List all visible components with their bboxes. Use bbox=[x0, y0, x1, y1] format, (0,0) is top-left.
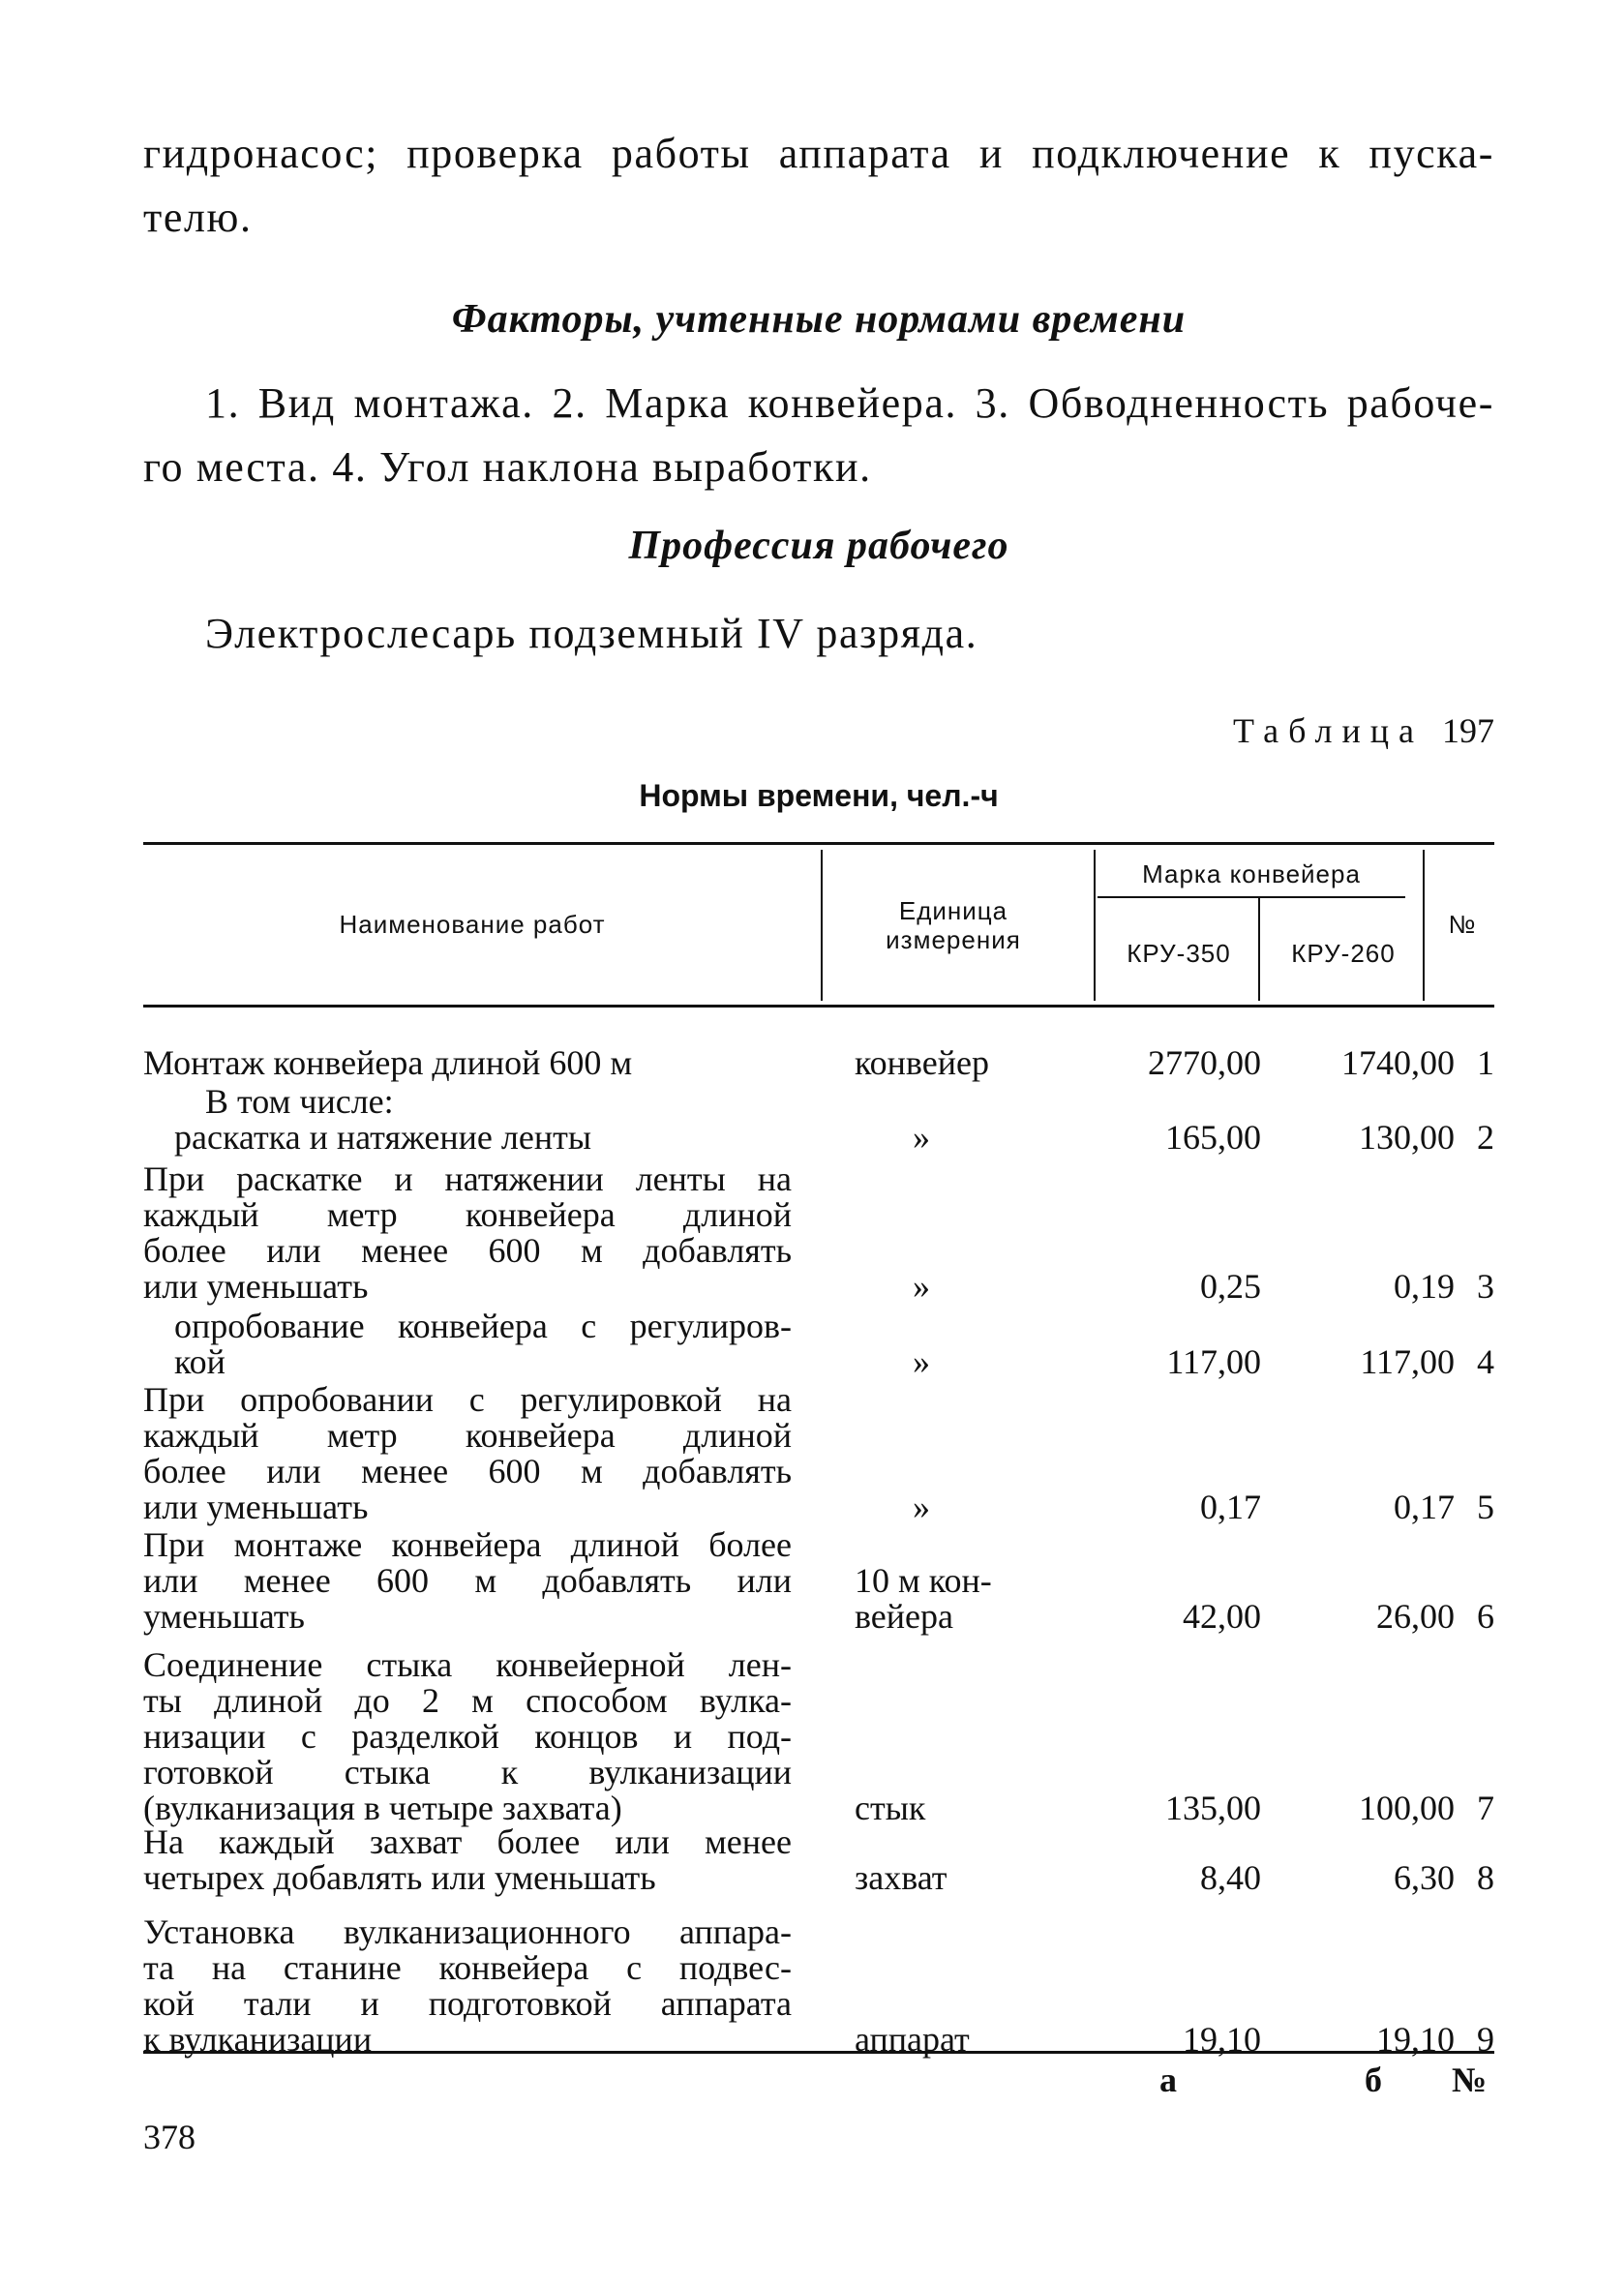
table-row bbox=[143, 1045, 1494, 1081]
unit-line: захват bbox=[855, 1858, 947, 1897]
row-number: 2 bbox=[1477, 1118, 1494, 1157]
work-name-line: Установка вулканизационного аппара- bbox=[143, 1912, 792, 1951]
unit-cell bbox=[855, 1120, 1058, 1156]
page-number: 378 bbox=[143, 2118, 195, 2156]
row-number: 3 bbox=[1477, 1267, 1494, 1306]
header-kru350: КРУ-350 bbox=[1127, 939, 1231, 968]
row-number: 6 bbox=[1477, 1597, 1494, 1636]
page bbox=[143, 0, 1494, 2287]
value-kru350: 8,40 bbox=[1200, 1858, 1261, 1897]
header-bottom-rule bbox=[143, 1005, 1494, 1008]
value-kru260: 26,00 bbox=[1376, 1597, 1455, 1636]
value-kru260: 19,10 bbox=[1376, 2020, 1455, 2059]
value-kru350: 0,25 bbox=[1200, 1267, 1261, 1306]
unit-line: » bbox=[913, 1267, 930, 1306]
work-name-line: опробование конвейера с регулиров- bbox=[174, 1307, 792, 1345]
header-kru260: КРУ-260 bbox=[1291, 939, 1396, 968]
value-kru260: 1740,00 bbox=[1341, 1043, 1455, 1082]
table-title: Нормы времени, чел.-ч bbox=[639, 778, 999, 813]
header-brand: Марка конвейера bbox=[1142, 859, 1361, 888]
work-name-line: или менее 600 м добавлять или bbox=[143, 1561, 792, 1600]
intro-paragraph bbox=[143, 122, 1494, 250]
col-divider-2 bbox=[1094, 850, 1096, 1001]
factors-line-1: 1. Вид монтажа. 2. Марка конвейера. 3. Обводненность рабоче- bbox=[205, 379, 1494, 427]
unit-line: » bbox=[913, 1118, 930, 1157]
footer-a: а bbox=[1159, 2061, 1177, 2099]
value-kru260: 130,00 bbox=[1359, 1118, 1455, 1157]
header-unit: Единица измерения bbox=[886, 896, 1021, 954]
work-name-line: кой тали и подготовкой аппарата bbox=[143, 1984, 792, 2023]
value-kru260: 0,19 bbox=[1394, 1267, 1455, 1306]
work-name-line: (вулканизация в четыре захвата) bbox=[143, 1789, 622, 1827]
table-row bbox=[143, 1309, 1494, 1380]
table-top-rule bbox=[143, 842, 1494, 845]
table-row bbox=[143, 1161, 1494, 1305]
footer-num: № bbox=[1452, 2061, 1488, 2099]
value-kru350: 165,00 bbox=[1165, 1118, 1261, 1157]
col-divider-1 bbox=[821, 850, 823, 1001]
work-name-line: ты длиной до 2 м способом вулка- bbox=[143, 1681, 792, 1720]
unit-line: стык bbox=[855, 1789, 926, 1827]
col-divider-3 bbox=[1258, 898, 1260, 1001]
work-name-line: или уменьшать bbox=[143, 1488, 369, 1526]
value-kru350: 19,10 bbox=[1183, 2020, 1261, 2059]
unit-cell bbox=[855, 1860, 1058, 1896]
unit-line: конвейер bbox=[855, 1043, 989, 1082]
table-bottom-rule bbox=[143, 2051, 1494, 2054]
row-values bbox=[143, 1344, 1494, 1380]
work-name-line: или уменьшать bbox=[143, 1267, 369, 1306]
work-name-line: каждый метр конвейера длиной bbox=[143, 1416, 792, 1455]
value-kru260: 100,00 bbox=[1359, 1789, 1455, 1827]
row-number: 7 bbox=[1477, 1789, 1494, 1827]
row-number: 9 bbox=[1477, 2020, 1494, 2059]
row-values bbox=[143, 1269, 1494, 1305]
value-kru350: 0,17 bbox=[1200, 1488, 1261, 1526]
work-name-line: При монтаже конвейера длиной более bbox=[143, 1525, 792, 1564]
intro-line-1: гидронасос; проверка работы аппарата и подключение к пуска- bbox=[143, 130, 1494, 177]
work-name-line: более или менее 600 м добавлять bbox=[143, 1231, 792, 1270]
unit-line: » bbox=[913, 1342, 930, 1381]
work-name-line: уменьшать bbox=[143, 1597, 305, 1636]
row-values bbox=[143, 1490, 1494, 1525]
row-values bbox=[143, 1045, 1494, 1081]
unit-cell bbox=[855, 1344, 1058, 1380]
work-name-line: Соединение стыка конвейерной лен- bbox=[143, 1645, 792, 1684]
factors-line-2: го места. 4. Угол наклона выработки. bbox=[143, 443, 872, 491]
unit-cell bbox=[855, 1790, 1058, 1826]
value-kru260: 6,30 bbox=[1394, 1858, 1455, 1897]
intro-line-2: телю. bbox=[143, 194, 253, 241]
value-kru350: 2770,00 bbox=[1148, 1043, 1261, 1082]
factors-paragraph bbox=[143, 372, 1494, 499]
table-row bbox=[143, 1647, 1494, 1826]
work-name-line: В том числе: bbox=[205, 1082, 394, 1121]
table-number-value: 197 bbox=[1442, 711, 1494, 750]
work-name-line: каждый метр конвейера длиной bbox=[143, 1195, 792, 1234]
unit-cell bbox=[855, 1563, 1058, 1635]
unit-cell bbox=[855, 1045, 1058, 1081]
work-name-line: При раскатке и натяжении ленты на bbox=[143, 1159, 792, 1198]
work-name-line: к вулканизации bbox=[143, 2020, 373, 2059]
value-kru260: 0,17 bbox=[1394, 1488, 1455, 1526]
value-kru350: 135,00 bbox=[1165, 1789, 1261, 1827]
row-values bbox=[143, 1120, 1494, 1156]
unit-line: » bbox=[913, 1488, 930, 1526]
footer-b: б bbox=[1365, 2061, 1382, 2099]
row-number: 8 bbox=[1477, 1858, 1494, 1897]
value-kru350: 42,00 bbox=[1183, 1597, 1261, 1636]
profession-heading: Профессия рабочего bbox=[628, 524, 1009, 568]
col-divider-4 bbox=[1423, 850, 1425, 1001]
table-label: Таблица bbox=[1233, 711, 1424, 750]
unit-line: вейера bbox=[855, 1597, 953, 1636]
unit-cell bbox=[855, 1269, 1058, 1305]
row-values bbox=[143, 1790, 1494, 1826]
table-row bbox=[143, 1527, 1494, 1635]
work-name-line: четырех добавлять или уменьшать bbox=[143, 1858, 656, 1897]
factors-heading: Факторы, учтенные нормами времени bbox=[451, 297, 1187, 342]
work-name-line: Монтаж конвейера длиной 600 м bbox=[143, 1043, 633, 1082]
row-number: 5 bbox=[1477, 1488, 1494, 1526]
row-values bbox=[143, 1860, 1494, 1896]
row-number: 4 bbox=[1477, 1342, 1494, 1381]
unit-cell bbox=[855, 1490, 1058, 1525]
work-name-line: та на станине конвейера с подвес- bbox=[143, 1948, 792, 1987]
table-row bbox=[143, 1914, 1494, 2058]
work-name-line: готовкой стыка к вулканизации bbox=[143, 1753, 792, 1791]
unit-line: аппарат bbox=[855, 2020, 970, 2059]
header-work: Наименование работ bbox=[339, 910, 606, 939]
unit-line: 10 м кон- bbox=[855, 1561, 992, 1600]
table-row bbox=[143, 1382, 1494, 1525]
value-kru350: 117,00 bbox=[1166, 1342, 1261, 1381]
table-row bbox=[143, 1824, 1494, 1896]
work-name-line: кой bbox=[174, 1342, 226, 1381]
work-name-line: низации с разделкой концов и под- bbox=[143, 1717, 792, 1756]
work-name-line: При опробовании с регулировкой на bbox=[143, 1380, 792, 1419]
work-name-line: более или менее 600 м добавлять bbox=[143, 1452, 792, 1490]
work-name-line: На каждый захват более или менее bbox=[143, 1822, 792, 1861]
profession-text: Электрослесарь подземный IV разряда. bbox=[205, 610, 978, 657]
header-num: № bbox=[1448, 910, 1477, 939]
value-kru260: 117,00 bbox=[1360, 1342, 1455, 1381]
work-name-line: раскатка и натяжение ленты bbox=[174, 1118, 592, 1157]
brand-underline bbox=[1098, 896, 1405, 898]
table-number bbox=[1233, 710, 1494, 751]
row-number: 1 bbox=[1477, 1043, 1494, 1082]
table-row bbox=[143, 1084, 1494, 1156]
